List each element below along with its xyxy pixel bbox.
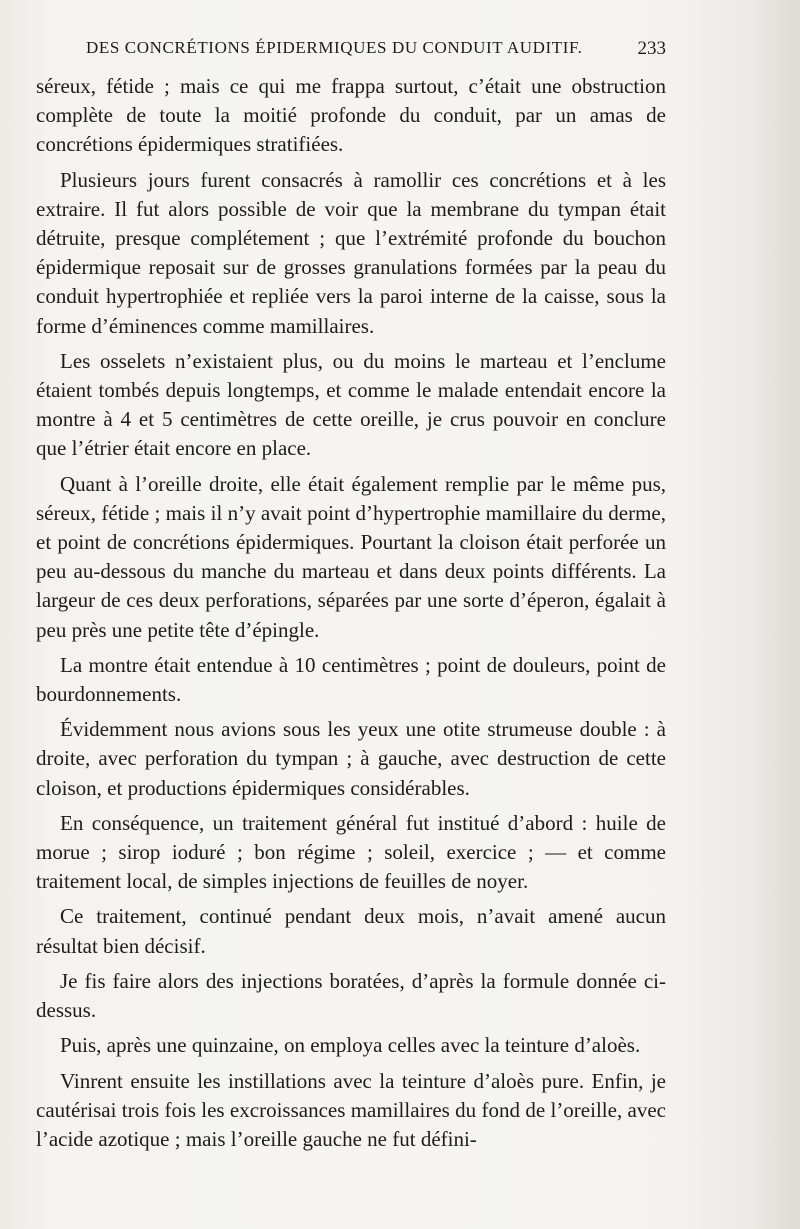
paragraph-treatment-result: Ce traitement, continué pendant deux mois, n’avait amené aucun résultat bien décisif.: [36, 904, 666, 958]
paragraph-right-ear: Quant à l’oreille droite, elle était également remplie par le même pus, séreux, fétide ; mais il n’y avait point d’hypertrophie mamillaire du derme, et point de concrétions épidermiques. Pourtant la cloison était perforée un peu au-dessous du manche du marteau et dans deux points différents. La largeur de ces deux perforations, séparées par une sorte d’éperon, égalait à peu près une petite tête d’épingle.: [36, 471, 666, 642]
paragraph-continuation: séreux, fétide ; mais ce qui me frappa surtout, c’était une obstruction complète de toute la moitié profonde du conduit, par un amas de concrétions épidermiques stratifiées.: [36, 74, 666, 157]
paragraph-borated-injections: Je fis faire alors des injections boratées, d’après la formule donnée ci-dessus.: [36, 968, 666, 1023]
page-header: [86, 38, 666, 66]
paragraph-diagnosis: Évidemment nous avions sous les yeux une otite strumeuse double : à droite, avec perforation du tympan ; à gauche, avec destruction de cette cloison, et productions épidermiques considérables.: [36, 717, 666, 800]
page-number: 233: [637, 38, 666, 59]
paragraph-extraction: Plusieurs jours furent consacrés à ramollir ces concrétions et à les extraire. Il fut alors possible de voir que la membrane du tympan était détruite, presque complétement ; que l’extrémité profonde du bouchon épidermique reposait sur de grosses granulations formées par la peau du conduit hypertrophiée et repliée vers la paroi interne de la caisse, sous la forme d’éminences comme mamillaires.: [36, 167, 666, 338]
paragraph-aloe-injections: Puis, après une quinzaine, on employa celles avec la teinture d’aloès.: [60, 1033, 641, 1058]
paragraph-watch-hearing: La montre était entendue à 10 centimètres ; point de douleurs, point de bourdonnements.: [36, 652, 666, 707]
show-through-shading: [670, 0, 800, 1229]
paragraph-general-treatment: En conséquence, un traitement général fut institué d’abord : huile de morue ; sirop ioduré ; bon régime ; soleil, exercice ; — et comme traitement local, de simples injections de feuilles de noyer.: [36, 810, 666, 894]
paragraph-osselets: Les osselets n’existaient plus, ou du moins le marteau et l’enclume étaient tombés depuis longtemps, et comme le malade entendait encore la montre à 4 et 5 centimètres de cette oreille, je crus pouvoir en conclure que l’étrier était encore en place.: [36, 348, 666, 461]
body-text: [36, 72, 666, 1160]
paragraph-cauterization: Vinrent ensuite les instillations avec la teinture d’aloès pure. Enfin, je cautérisai trois fois les excroissances mamillaires du fond de l’oreille, avec l’acide azotique ; mais l’oreille gauche ne fut défini-: [36, 1068, 666, 1151]
running-title: DES CONCRÉTIONS ÉPIDERMIQUES DU CONDUIT AUDITIF.: [86, 38, 583, 57]
